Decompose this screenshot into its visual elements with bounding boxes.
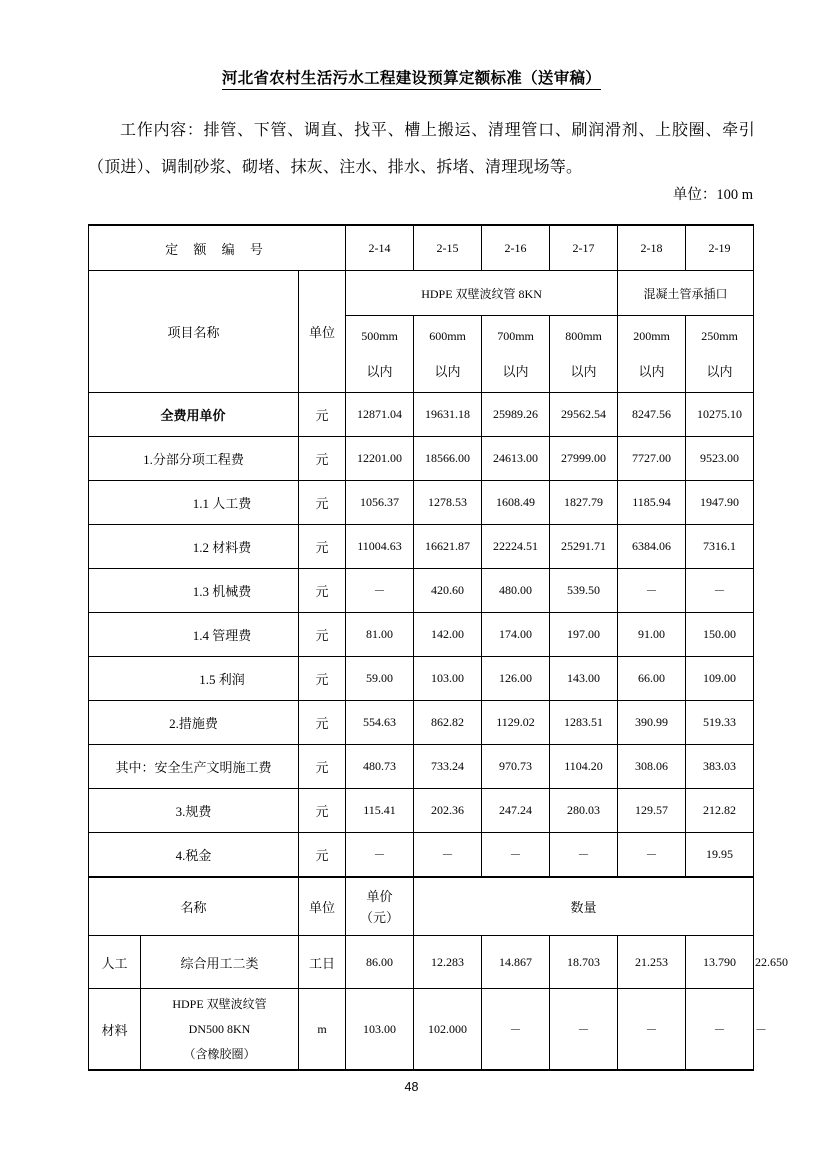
row-2-value-4: 1185.94 bbox=[618, 481, 686, 525]
row-unit-8: 元 bbox=[299, 745, 346, 789]
resource-0-price: 86.00 bbox=[346, 936, 414, 989]
size-header-3 bbox=[550, 316, 618, 393]
row-9-value-4: 129.57 bbox=[618, 789, 686, 833]
row-4-value-1: 420.60 bbox=[414, 569, 482, 613]
row-2-value-5: 1947.90 bbox=[686, 481, 754, 525]
resource-0-qty-4: 13.790 bbox=[686, 936, 754, 989]
code-cell-4: 2-18 bbox=[618, 225, 686, 271]
resource-name-header: 名称 bbox=[89, 877, 299, 936]
row-2-value-0: 1056.37 bbox=[346, 481, 414, 525]
row-8-value-1: 733.24 bbox=[414, 745, 482, 789]
code-row-label: 定 额 编 号 bbox=[89, 225, 346, 271]
resource-1-name-line-2: （含橡胶圈） bbox=[183, 1046, 256, 1061]
row-6-value-0: 59.00 bbox=[346, 657, 414, 701]
row-2-value-1: 1278.53 bbox=[414, 481, 482, 525]
resource-1-qty-0: 102.000 bbox=[414, 989, 482, 1071]
table-row-resource: 人工 综合用工二类 工日 86.00 12.283 14.867 18.703 21.253 13.790 22.650 bbox=[89, 936, 754, 989]
resource-price-header bbox=[346, 877, 414, 936]
work-content-paragraph: 工作内容：排管、下管、调直、找平、槽上搬运、清理管口、刷润滑剂、上胶圈、牵引（顶进）、调制砂浆、砌堵、抹灰、注水、排水、拆堵、清理现场等。 bbox=[88, 122, 755, 176]
table-row bbox=[89, 481, 754, 525]
row-1-value-5: 9523.00 bbox=[686, 437, 754, 481]
row-unit-0: 元 bbox=[299, 393, 346, 437]
table-row-group-headers bbox=[89, 271, 754, 316]
row-3-value-0: 11004.63 bbox=[346, 525, 414, 569]
row-6-value-1: 103.00 bbox=[414, 657, 482, 701]
row-7-value-4: 390.99 bbox=[618, 701, 686, 745]
page-title bbox=[0, 66, 823, 88]
resource-1-name-line-1: DN500 8KN bbox=[188, 1021, 251, 1036]
table-row-codes bbox=[89, 225, 754, 271]
row-3-value-4: 6384.06 bbox=[618, 525, 686, 569]
code-cell-1: 2-15 bbox=[414, 225, 482, 271]
size-value-4: 200mm bbox=[633, 329, 670, 343]
table-row bbox=[89, 701, 754, 745]
resource-0-name: 综合用工二类 bbox=[141, 936, 299, 989]
row-6-value-5: 109.00 bbox=[686, 657, 754, 701]
size-qualifier-0: 以内 bbox=[366, 364, 393, 379]
group-header-concrete: 混凝土管承插口 bbox=[618, 271, 754, 316]
row-8-value-0: 480.73 bbox=[346, 745, 414, 789]
resource-0-category: 人工 bbox=[89, 936, 141, 989]
row-9-value-5: 212.82 bbox=[686, 789, 754, 833]
row-label-10: 4.税金 bbox=[89, 833, 299, 878]
row-unit-3: 元 bbox=[299, 525, 346, 569]
row-8-value-2: 970.73 bbox=[482, 745, 550, 789]
row-7-value-5: 519.33 bbox=[686, 701, 754, 745]
size-header-2 bbox=[482, 316, 550, 393]
row-3-value-5: 7316.1 bbox=[686, 525, 754, 569]
table-row bbox=[89, 745, 754, 789]
size-header-0 bbox=[346, 316, 414, 393]
row-label-3: 1.2 材料费 bbox=[89, 525, 299, 569]
size-value-3: 800mm bbox=[565, 329, 602, 343]
row-unit-4: 元 bbox=[299, 569, 346, 613]
size-value-0: 500mm bbox=[361, 329, 398, 343]
code-cell-3: 2-17 bbox=[550, 225, 618, 271]
row-unit-6: 元 bbox=[299, 657, 346, 701]
row-9-value-0: 115.41 bbox=[346, 789, 414, 833]
table-row-resource-header bbox=[89, 877, 754, 936]
size-header-1 bbox=[414, 316, 482, 393]
row-2-value-3: 1827.79 bbox=[550, 481, 618, 525]
row-10-value-2: － bbox=[482, 833, 550, 878]
row-8-value-4: 308.06 bbox=[618, 745, 686, 789]
unit-note: 单位：100 m bbox=[672, 187, 753, 203]
size-header-5 bbox=[686, 316, 754, 393]
row-unit-5: 元 bbox=[299, 613, 346, 657]
row-unit-1: 元 bbox=[299, 437, 346, 481]
row-9-value-1: 202.36 bbox=[414, 789, 482, 833]
row-unit-10: 元 bbox=[299, 833, 346, 878]
row-2-value-2: 1608.49 bbox=[482, 481, 550, 525]
resource-1-qty-1: － bbox=[482, 989, 550, 1071]
unit-header: 单位 bbox=[299, 271, 346, 393]
row-7-value-3: 1283.51 bbox=[550, 701, 618, 745]
row-label-7: 2.措施费 bbox=[89, 701, 299, 745]
row-0-value-2: 25989.26 bbox=[482, 393, 550, 437]
row-unit-2: 元 bbox=[299, 481, 346, 525]
size-qualifier-4: 以内 bbox=[638, 364, 665, 379]
resource-0-qty-2: 18.703 bbox=[550, 936, 618, 989]
row-6-value-2: 126.00 bbox=[482, 657, 550, 701]
row-5-value-4: 91.00 bbox=[618, 613, 686, 657]
resource-1-qty-2: － bbox=[550, 989, 618, 1071]
row-10-value-5: 19.95 bbox=[686, 833, 754, 878]
row-4-value-3: 539.50 bbox=[550, 569, 618, 613]
row-4-value-4: － bbox=[618, 569, 686, 613]
code-cell-0: 2-14 bbox=[346, 225, 414, 271]
resource-1-price: 103.00 bbox=[346, 989, 414, 1071]
page-title-text: 河北省农村生活污水工程建设预算定额标准（送审稿） bbox=[222, 70, 601, 90]
row-7-value-0: 554.63 bbox=[346, 701, 414, 745]
row-3-value-1: 16621.87 bbox=[414, 525, 482, 569]
row-4-value-5: － bbox=[686, 569, 754, 613]
row-label-5: 1.4 管理费 bbox=[89, 613, 299, 657]
quota-table bbox=[88, 224, 789, 1071]
row-0-value-3: 29562.54 bbox=[550, 393, 618, 437]
resource-1-name bbox=[141, 989, 299, 1071]
resource-0-qty-1: 14.867 bbox=[482, 936, 550, 989]
table-row bbox=[89, 393, 754, 437]
resource-1-qty-3: － bbox=[618, 989, 686, 1071]
row-10-value-3: － bbox=[550, 833, 618, 878]
resource-price-header-line2: （元） bbox=[360, 909, 400, 925]
row-1-value-1: 18566.00 bbox=[414, 437, 482, 481]
row-0-value-1: 19631.18 bbox=[414, 393, 482, 437]
row-1-value-3: 27999.00 bbox=[550, 437, 618, 481]
row-5-value-3: 197.00 bbox=[550, 613, 618, 657]
code-cell-5: 2-19 bbox=[686, 225, 754, 271]
size-header-4 bbox=[618, 316, 686, 393]
size-qualifier-5: 以内 bbox=[706, 364, 733, 379]
row-9-value-3: 280.03 bbox=[550, 789, 618, 833]
row-6-value-3: 143.00 bbox=[550, 657, 618, 701]
row-5-value-0: 81.00 bbox=[346, 613, 414, 657]
row-1-value-4: 7727.00 bbox=[618, 437, 686, 481]
resource-unit-header: 单位 bbox=[299, 877, 346, 936]
page-number: 48 bbox=[404, 1080, 419, 1094]
row-8-value-5: 383.03 bbox=[686, 745, 754, 789]
table-row bbox=[89, 525, 754, 569]
size-value-5: 250mm bbox=[701, 329, 738, 343]
size-value-1: 600mm bbox=[429, 329, 466, 343]
row-7-value-2: 1129.02 bbox=[482, 701, 550, 745]
table-row bbox=[89, 789, 754, 833]
resource-quantity-header: 数量 bbox=[414, 877, 754, 936]
resource-0-qty-0: 12.283 bbox=[414, 936, 482, 989]
row-6-value-4: 66.00 bbox=[618, 657, 686, 701]
row-0-value-4: 8247.56 bbox=[618, 393, 686, 437]
row-10-value-4: － bbox=[618, 833, 686, 878]
row-label-0: 全费用单价 bbox=[89, 393, 299, 437]
size-value-2: 700mm bbox=[497, 329, 534, 343]
item-name-header: 项目名称 bbox=[89, 271, 299, 393]
resource-1-unit: m bbox=[299, 989, 346, 1071]
table-row bbox=[89, 657, 754, 701]
row-label-6: 1.5 利润 bbox=[89, 657, 299, 701]
row-3-value-2: 22224.51 bbox=[482, 525, 550, 569]
row-1-value-0: 12201.00 bbox=[346, 437, 414, 481]
resource-1-name-line-0: HDPE 双壁波纹管 bbox=[172, 996, 267, 1011]
size-qualifier-2: 以内 bbox=[502, 364, 529, 379]
resource-0-qty-3: 21.253 bbox=[618, 936, 686, 989]
row-10-value-1: － bbox=[414, 833, 482, 878]
table-row bbox=[89, 569, 754, 613]
row-0-value-5: 10275.10 bbox=[686, 393, 754, 437]
table-row bbox=[89, 833, 754, 878]
code-cell-2: 2-16 bbox=[482, 225, 550, 271]
row-7-value-1: 862.82 bbox=[414, 701, 482, 745]
row-unit-7: 元 bbox=[299, 701, 346, 745]
row-0-value-0: 12871.04 bbox=[346, 393, 414, 437]
row-label-2: 1.1 人工费 bbox=[89, 481, 299, 525]
resource-0-unit: 工日 bbox=[299, 936, 346, 989]
row-9-value-2: 247.24 bbox=[482, 789, 550, 833]
table-row-resource: 材料 HDPE 双壁波纹管 DN500 8KN （含橡胶圈） m 103.00 102.000 － － － － － bbox=[89, 989, 754, 1071]
group-header-hdpe: HDPE 双壁波纹管 8KN bbox=[346, 271, 618, 316]
row-5-value-2: 174.00 bbox=[482, 613, 550, 657]
resource-1-category: 材料 bbox=[89, 989, 141, 1071]
row-4-value-0: － bbox=[346, 569, 414, 613]
row-10-value-0: － bbox=[346, 833, 414, 878]
table-row bbox=[89, 437, 754, 481]
row-label-4: 1.3 机械费 bbox=[89, 569, 299, 613]
row-3-value-3: 25291.71 bbox=[550, 525, 618, 569]
row-1-value-2: 24613.00 bbox=[482, 437, 550, 481]
row-label-1: 1.分部分项工程费 bbox=[89, 437, 299, 481]
row-8-value-3: 1104.20 bbox=[550, 745, 618, 789]
size-qualifier-1: 以内 bbox=[434, 364, 461, 379]
resource-price-header-line1: 单价 bbox=[366, 888, 393, 904]
row-5-value-5: 150.00 bbox=[686, 613, 754, 657]
size-qualifier-3: 以内 bbox=[570, 364, 597, 379]
row-unit-9: 元 bbox=[299, 789, 346, 833]
resource-1-qty-4: － bbox=[686, 989, 754, 1071]
row-label-9: 3.规费 bbox=[89, 789, 299, 833]
row-5-value-1: 142.00 bbox=[414, 613, 482, 657]
row-4-value-2: 480.00 bbox=[482, 569, 550, 613]
quota-table-body bbox=[89, 225, 789, 1070]
table-row bbox=[89, 613, 754, 657]
row-label-8: 其中：安全生产文明施工费 bbox=[89, 745, 299, 789]
